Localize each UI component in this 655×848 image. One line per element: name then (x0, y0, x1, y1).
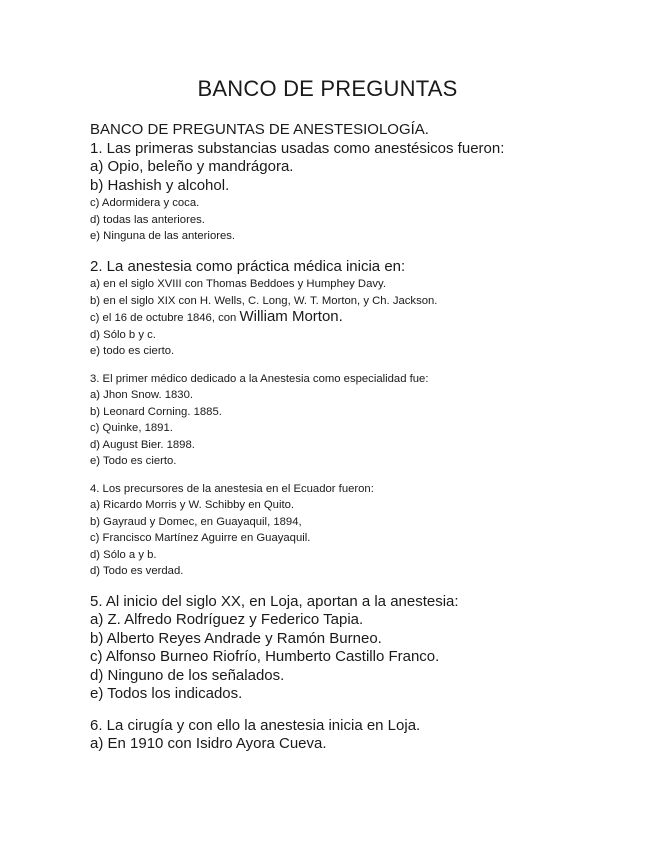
question-4 (90, 481, 630, 580)
option-c-name: William Morton. (239, 308, 343, 325)
option-e: e) Ninguna de las anteriores. (90, 230, 236, 242)
option-b: b) Hashish y alcohol. (90, 176, 230, 194)
option-e: e) todo es cierto. (90, 345, 175, 357)
question-5 (90, 593, 630, 704)
option-d: d) August Bier. 1898. (90, 438, 195, 451)
option-c (90, 309, 630, 327)
option-d: d) Sólo a y b. (90, 548, 157, 561)
question-6 (90, 717, 630, 754)
question-text: 2. La anestesia como práctica médica inicia en: (90, 257, 406, 275)
option-e: e) Todo es cierto. (90, 455, 177, 467)
option-c: c) Alfonso Burneo Riofrío, Humberto Castillo Franco. (90, 648, 440, 665)
option-b: b) Leonard Corning. 1885. (90, 405, 222, 418)
option-a: a) Z. Alfredo Rodríguez y Federico Tapia. (90, 611, 364, 628)
question-bank-content (90, 121, 630, 754)
question-text: 3. El primer médico dedicado a la Anestesia como especialidad fue: (90, 372, 429, 385)
option-c: c) Francisco Martínez Aguirre en Guayaquil. (90, 532, 311, 544)
option-a: a) Ricardo Morris y W. Schibby en Quito. (90, 499, 295, 511)
option-d: d) todas las anteriores. (90, 213, 205, 226)
option-b: b) Alberto Reyes Andrade y Ramón Burneo. (90, 629, 382, 647)
option-e: d) Todo es verdad. (90, 565, 184, 577)
option-c: c) Adormidera y coca. (90, 197, 200, 209)
question-3 (90, 371, 630, 470)
option-b: b) Gayraud y Domec, en Guayaquil, 1894, (90, 515, 302, 528)
question-2 (90, 258, 630, 360)
option-d: d) Sólo b y c. (90, 328, 156, 341)
option-c-prefix: c) el 16 de octubre 1846, con (90, 312, 240, 324)
question-text: 6. La cirugía y con ello la anestesia inicia en Loja. (90, 716, 421, 734)
page-title: BANCO DE PREGUNTAS (197, 76, 458, 101)
option-e: e) Todos los indicados. (90, 685, 243, 702)
question-text: 1. Las primeras substancias usadas como anestésicos fueron: (90, 139, 505, 157)
question-text: 4. Los precursores de la anestesia en el Ecuador fueron: (90, 482, 374, 495)
option-c: c) Quinke, 1891. (90, 422, 173, 434)
option-d: d) Ninguno de los señalados. (90, 666, 285, 684)
option-b: b) en el siglo XIX con H. Wells, C. Long, W. T. Morton, y Ch. Jackson. (90, 294, 438, 307)
question-text: 5. Al inicio del siglo XX, en Loja, aportan a la anestesia: (90, 592, 459, 610)
bank-header: BANCO DE PREGUNTAS DE ANESTESIOLOGÍA. (90, 121, 429, 138)
option-a: a) Opio, beleño y mandrágora. (90, 158, 294, 175)
option-a: a) en el siglo XVIII con Thomas Beddoes y Humphey Davy. (90, 278, 386, 290)
question-1 (90, 140, 630, 245)
option-a: a) En 1910 con Isidro Ayora Cueva. (90, 735, 327, 752)
option-a: a) Jhon Snow. 1830. (90, 389, 194, 401)
